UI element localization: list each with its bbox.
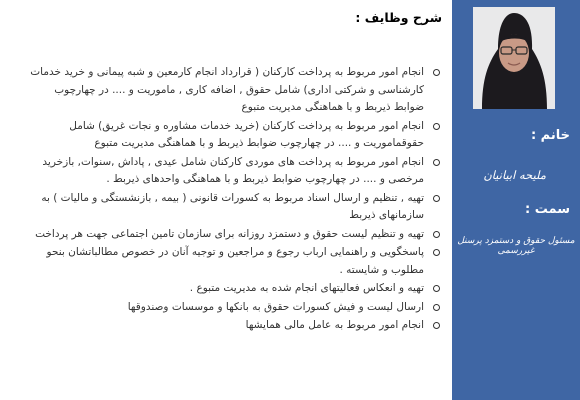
duty-text: انجام امور مربوط به پرداخت های موردی کارکنان شامل عیدی , پاداش ,سنوات, بازخرید مرخصی و .... در چهارچوب ضوابط ذیربط و با هماهنگی واحدهای ذیربط . [42,155,424,185]
duty-text: پاسخگویی و راهنمایی ارباب رجوع و مراجعین و توجیه آنان در خصوص مطالباتشان بنحو مطلوب و شایسته . [46,246,424,276]
bullet-icon [433,69,440,76]
position-label: سمت : [525,202,570,217]
duties-title: شرح وظایف : [355,10,442,25]
duty-item [26,118,446,153]
duty-item [26,299,446,317]
position-title: مسئول حقوق و دستمزد پرسنل غیررسمی [457,236,575,256]
bullet-icon [433,159,440,166]
profile-sidebar [452,0,580,400]
person-name: ملیحه ابیانیان [483,168,546,182]
profile-photo [473,7,555,109]
duty-list [26,64,446,336]
duty-text: تهیه و انعکاس فعالیتهای انجام شده به مدیریت متبوع . [189,282,424,294]
duty-text: انجام امور مربوط به عامل مالی همایشها [245,319,424,331]
duty-text: تهیه , تنظیم و ارسال اسناد مربوط به کسورات قانونی ( بیمه , بازنشستگی و مالیات ) به سازمانهای ذیربط [41,191,424,221]
bullet-icon [433,231,440,238]
bullet-icon [433,195,440,202]
duty-text: انجام امور مربوط به پرداخت کارکنان ( قرارداد انجام کارمعین و شبه پیمانی و خرید خدمات کارشناسی و شرکتی اداری) شامل حقوق , اضافه کاری , ماموریت و .... در چهارچوب ضوابط ذیربط و با هماهنگی مدیریت متبوع [30,66,424,113]
duty-item [26,244,446,279]
duty-item [26,190,446,225]
bullet-icon [433,249,440,256]
bullet-icon [433,304,440,311]
duty-item [26,226,446,244]
bullet-icon [433,285,440,292]
duty-item [26,64,446,117]
duty-item [26,154,446,189]
duty-text: انجام امور مربوط به پرداخت کارکنان (خرید خدمات مشاوره و نجات غریق) شامل حقوقماموریت و .... در چهارچوب ضوابط ذیربط و با هماهنگی مدیریت متبوع [69,119,424,149]
duty-text: تهیه و تنظیم لیست حقوق و دستمزد روزانه برای سازمان تامین اجتماعی جهت هر پرداخت [35,227,424,240]
name-label: خانم : [530,128,570,143]
bullet-icon [433,123,440,130]
duty-item [26,280,446,298]
duty-text: ارسال لیست و فیش کسورات حقوق به بانکها و موسسات وصندوقها [127,300,424,313]
bullet-icon [433,322,440,329]
portrait-icon [473,7,555,109]
duty-item [26,317,446,335]
